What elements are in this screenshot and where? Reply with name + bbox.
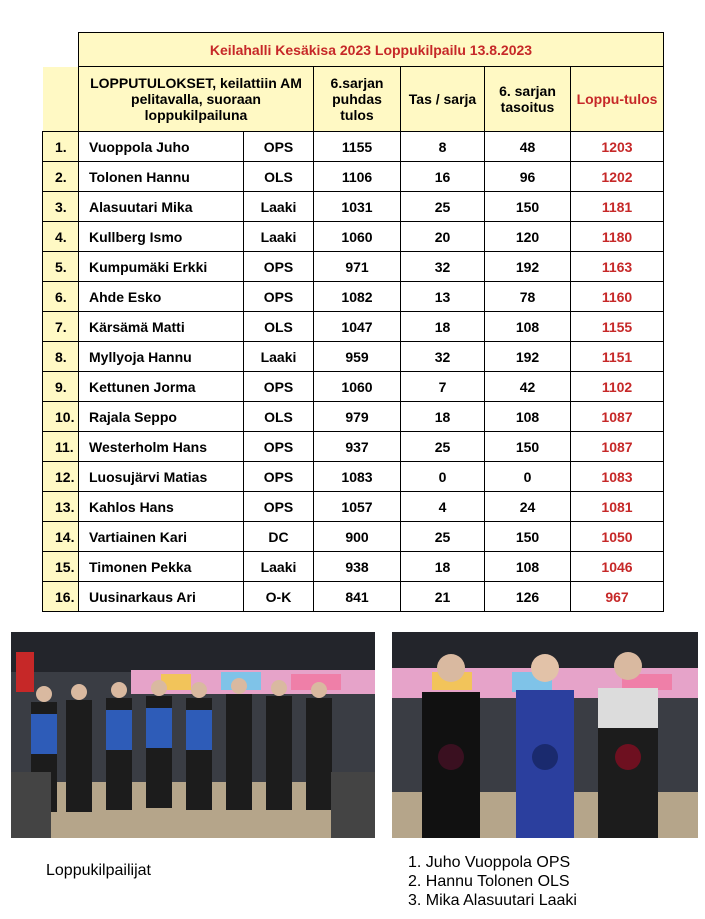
lopputulos-cell: 1083 [571, 462, 664, 492]
tas-cell: 8 [401, 132, 485, 162]
puhdas-cell: 900 [314, 522, 401, 552]
table-row [43, 342, 664, 372]
rank-cell: 11. [43, 432, 79, 462]
tasoitus-cell: 78 [485, 282, 571, 312]
club-cell: OPS [244, 372, 314, 402]
lopputulos-cell: 1087 [571, 402, 664, 432]
puhdas-cell: 1060 [314, 222, 401, 252]
tasoitus-cell: 0 [485, 462, 571, 492]
tasoitus-cell: 192 [485, 342, 571, 372]
rank-cell: 10. [43, 402, 79, 432]
table-row [43, 312, 664, 342]
rank-cell: 6. [43, 282, 79, 312]
table-row [43, 132, 664, 162]
player-name: Vuoppola Juho [79, 132, 244, 162]
tas-cell: 7 [401, 372, 485, 402]
club-cell: OPS [244, 132, 314, 162]
puhdas-cell: 841 [314, 582, 401, 612]
rank-cell: 14. [43, 522, 79, 552]
lopputulos-cell: 1180 [571, 222, 664, 252]
table-row [43, 552, 664, 582]
rank-cell: 13. [43, 492, 79, 522]
rank-cell: 4. [43, 222, 79, 252]
tas-cell: 18 [401, 552, 485, 582]
rank-cell: 1. [43, 132, 79, 162]
player-name: Kahlos Hans [79, 492, 244, 522]
club-cell: DC [244, 522, 314, 552]
tasoitus-cell: 150 [485, 192, 571, 222]
rank-cell: 16. [43, 582, 79, 612]
lopputulos-cell: 1050 [571, 522, 664, 552]
tas-cell: 25 [401, 522, 485, 552]
table-row [43, 432, 664, 462]
table-row [43, 192, 664, 222]
table-row [43, 222, 664, 252]
club-cell: OLS [244, 312, 314, 342]
player-name: Vartiainen Kari [79, 522, 244, 552]
rank-cell: 2. [43, 162, 79, 192]
lopputulos-cell: 1087 [571, 432, 664, 462]
table-row [43, 402, 664, 432]
puhdas-cell: 1155 [314, 132, 401, 162]
tas-cell: 25 [401, 432, 485, 462]
tas-cell: 32 [401, 252, 485, 282]
puhdas-cell: 1106 [314, 162, 401, 192]
rank-cell: 8. [43, 342, 79, 372]
group-photo [11, 632, 375, 838]
puhdas-cell: 979 [314, 402, 401, 432]
tas-cell: 18 [401, 402, 485, 432]
tas-cell: 16 [401, 162, 485, 192]
puhdas-cell: 938 [314, 552, 401, 582]
lopputulos-cell: 967 [571, 582, 664, 612]
header-tas: Tas / sarja [401, 67, 485, 132]
header-puhdas: 6.sarjan puhdas tulos [314, 67, 401, 132]
tasoitus-cell: 150 [485, 432, 571, 462]
lopputulos-cell: 1160 [571, 282, 664, 312]
club-cell: OPS [244, 492, 314, 522]
player-name: Luosujärvi Matias [79, 462, 244, 492]
lopputulos-cell: 1081 [571, 492, 664, 522]
player-name: Westerholm Hans [79, 432, 244, 462]
club-cell: Laaki [244, 342, 314, 372]
club-cell: OPS [244, 282, 314, 312]
header-lopputulos: Loppu-tulos [571, 67, 664, 132]
puhdas-cell: 1047 [314, 312, 401, 342]
lopputulos-cell: 1181 [571, 192, 664, 222]
tasoitus-cell: 126 [485, 582, 571, 612]
page-title: Keilahalli Kesäkisa 2023 Loppukilpailu 13.8.2023 [79, 33, 664, 67]
winner-1: 1. Juho Vuoppola OPS [408, 854, 571, 871]
table-row [43, 162, 664, 192]
club-cell: OPS [244, 462, 314, 492]
puhdas-cell: 959 [314, 342, 401, 372]
tasoitus-cell: 108 [485, 552, 571, 582]
puhdas-cell: 1082 [314, 282, 401, 312]
rank-cell: 7. [43, 312, 79, 342]
club-cell: OPS [244, 432, 314, 462]
winners-photo [392, 632, 698, 838]
tas-cell: 21 [401, 582, 485, 612]
player-name: Kärsämä Matti [79, 312, 244, 342]
puhdas-cell: 937 [314, 432, 401, 462]
winner-3: 3. Mika Alasuutari Laaki [408, 892, 577, 909]
club-cell: OPS [244, 252, 314, 282]
club-cell: O-K [244, 582, 314, 612]
tasoitus-cell: 24 [485, 492, 571, 522]
tas-cell: 20 [401, 222, 485, 252]
table-row [43, 282, 664, 312]
tas-cell: 32 [401, 342, 485, 372]
table-row [43, 372, 664, 402]
tasoitus-cell: 192 [485, 252, 571, 282]
table-row [43, 492, 664, 522]
tasoitus-cell: 120 [485, 222, 571, 252]
lopputulos-cell: 1203 [571, 132, 664, 162]
rank-cell: 3. [43, 192, 79, 222]
tasoitus-cell: 108 [485, 402, 571, 432]
player-name: Timonen Pekka [79, 552, 244, 582]
club-cell: Laaki [244, 222, 314, 252]
puhdas-cell: 1057 [314, 492, 401, 522]
player-name: Ahde Esko [79, 282, 244, 312]
player-name: Uusinarkaus Ari [79, 582, 244, 612]
group-caption: Loppukilpailijat [46, 862, 151, 879]
results-description: LOPPUTULOKSET, keilattiin AM pelitavalla, suoraan loppukilpailuna [79, 67, 314, 132]
header-tasoitus: 6. sarjan tasoitus [485, 67, 571, 132]
player-name: Alasuutari Mika [79, 192, 244, 222]
tas-cell: 13 [401, 282, 485, 312]
table-row [43, 522, 664, 552]
tasoitus-cell: 42 [485, 372, 571, 402]
player-name: Tolonen Hannu [79, 162, 244, 192]
tas-cell: 25 [401, 192, 485, 222]
player-name: Kullberg Ismo [79, 222, 244, 252]
puhdas-cell: 971 [314, 252, 401, 282]
club-cell: Laaki [244, 552, 314, 582]
tas-cell: 0 [401, 462, 485, 492]
tasoitus-cell: 48 [485, 132, 571, 162]
tasoitus-cell: 150 [485, 522, 571, 552]
lopputulos-cell: 1163 [571, 252, 664, 282]
player-name: Kettunen Jorma [79, 372, 244, 402]
puhdas-cell: 1031 [314, 192, 401, 222]
club-cell: OLS [244, 402, 314, 432]
puhdas-cell: 1060 [314, 372, 401, 402]
rank-cell: 15. [43, 552, 79, 582]
winner-2: 2. Hannu Tolonen OLS [408, 873, 570, 890]
lopputulos-cell: 1151 [571, 342, 664, 372]
club-cell: Laaki [244, 192, 314, 222]
puhdas-cell: 1083 [314, 462, 401, 492]
rank-cell: 12. [43, 462, 79, 492]
winners-list [408, 853, 577, 910]
lopputulos-cell: 1102 [571, 372, 664, 402]
tas-cell: 18 [401, 312, 485, 342]
player-name: Myllyoja Hannu [79, 342, 244, 372]
table-row [43, 252, 664, 282]
tasoitus-cell: 96 [485, 162, 571, 192]
player-name: Rajala Seppo [79, 402, 244, 432]
tasoitus-cell: 108 [485, 312, 571, 342]
results-table [42, 32, 664, 612]
rank-cell: 5. [43, 252, 79, 282]
player-name: Kumpumäki Erkki [79, 252, 244, 282]
lopputulos-cell: 1155 [571, 312, 664, 342]
club-cell: OLS [244, 162, 314, 192]
lopputulos-cell: 1046 [571, 552, 664, 582]
tas-cell: 4 [401, 492, 485, 522]
table-row [43, 582, 664, 612]
rank-cell: 9. [43, 372, 79, 402]
table-row [43, 462, 664, 492]
lopputulos-cell: 1202 [571, 162, 664, 192]
